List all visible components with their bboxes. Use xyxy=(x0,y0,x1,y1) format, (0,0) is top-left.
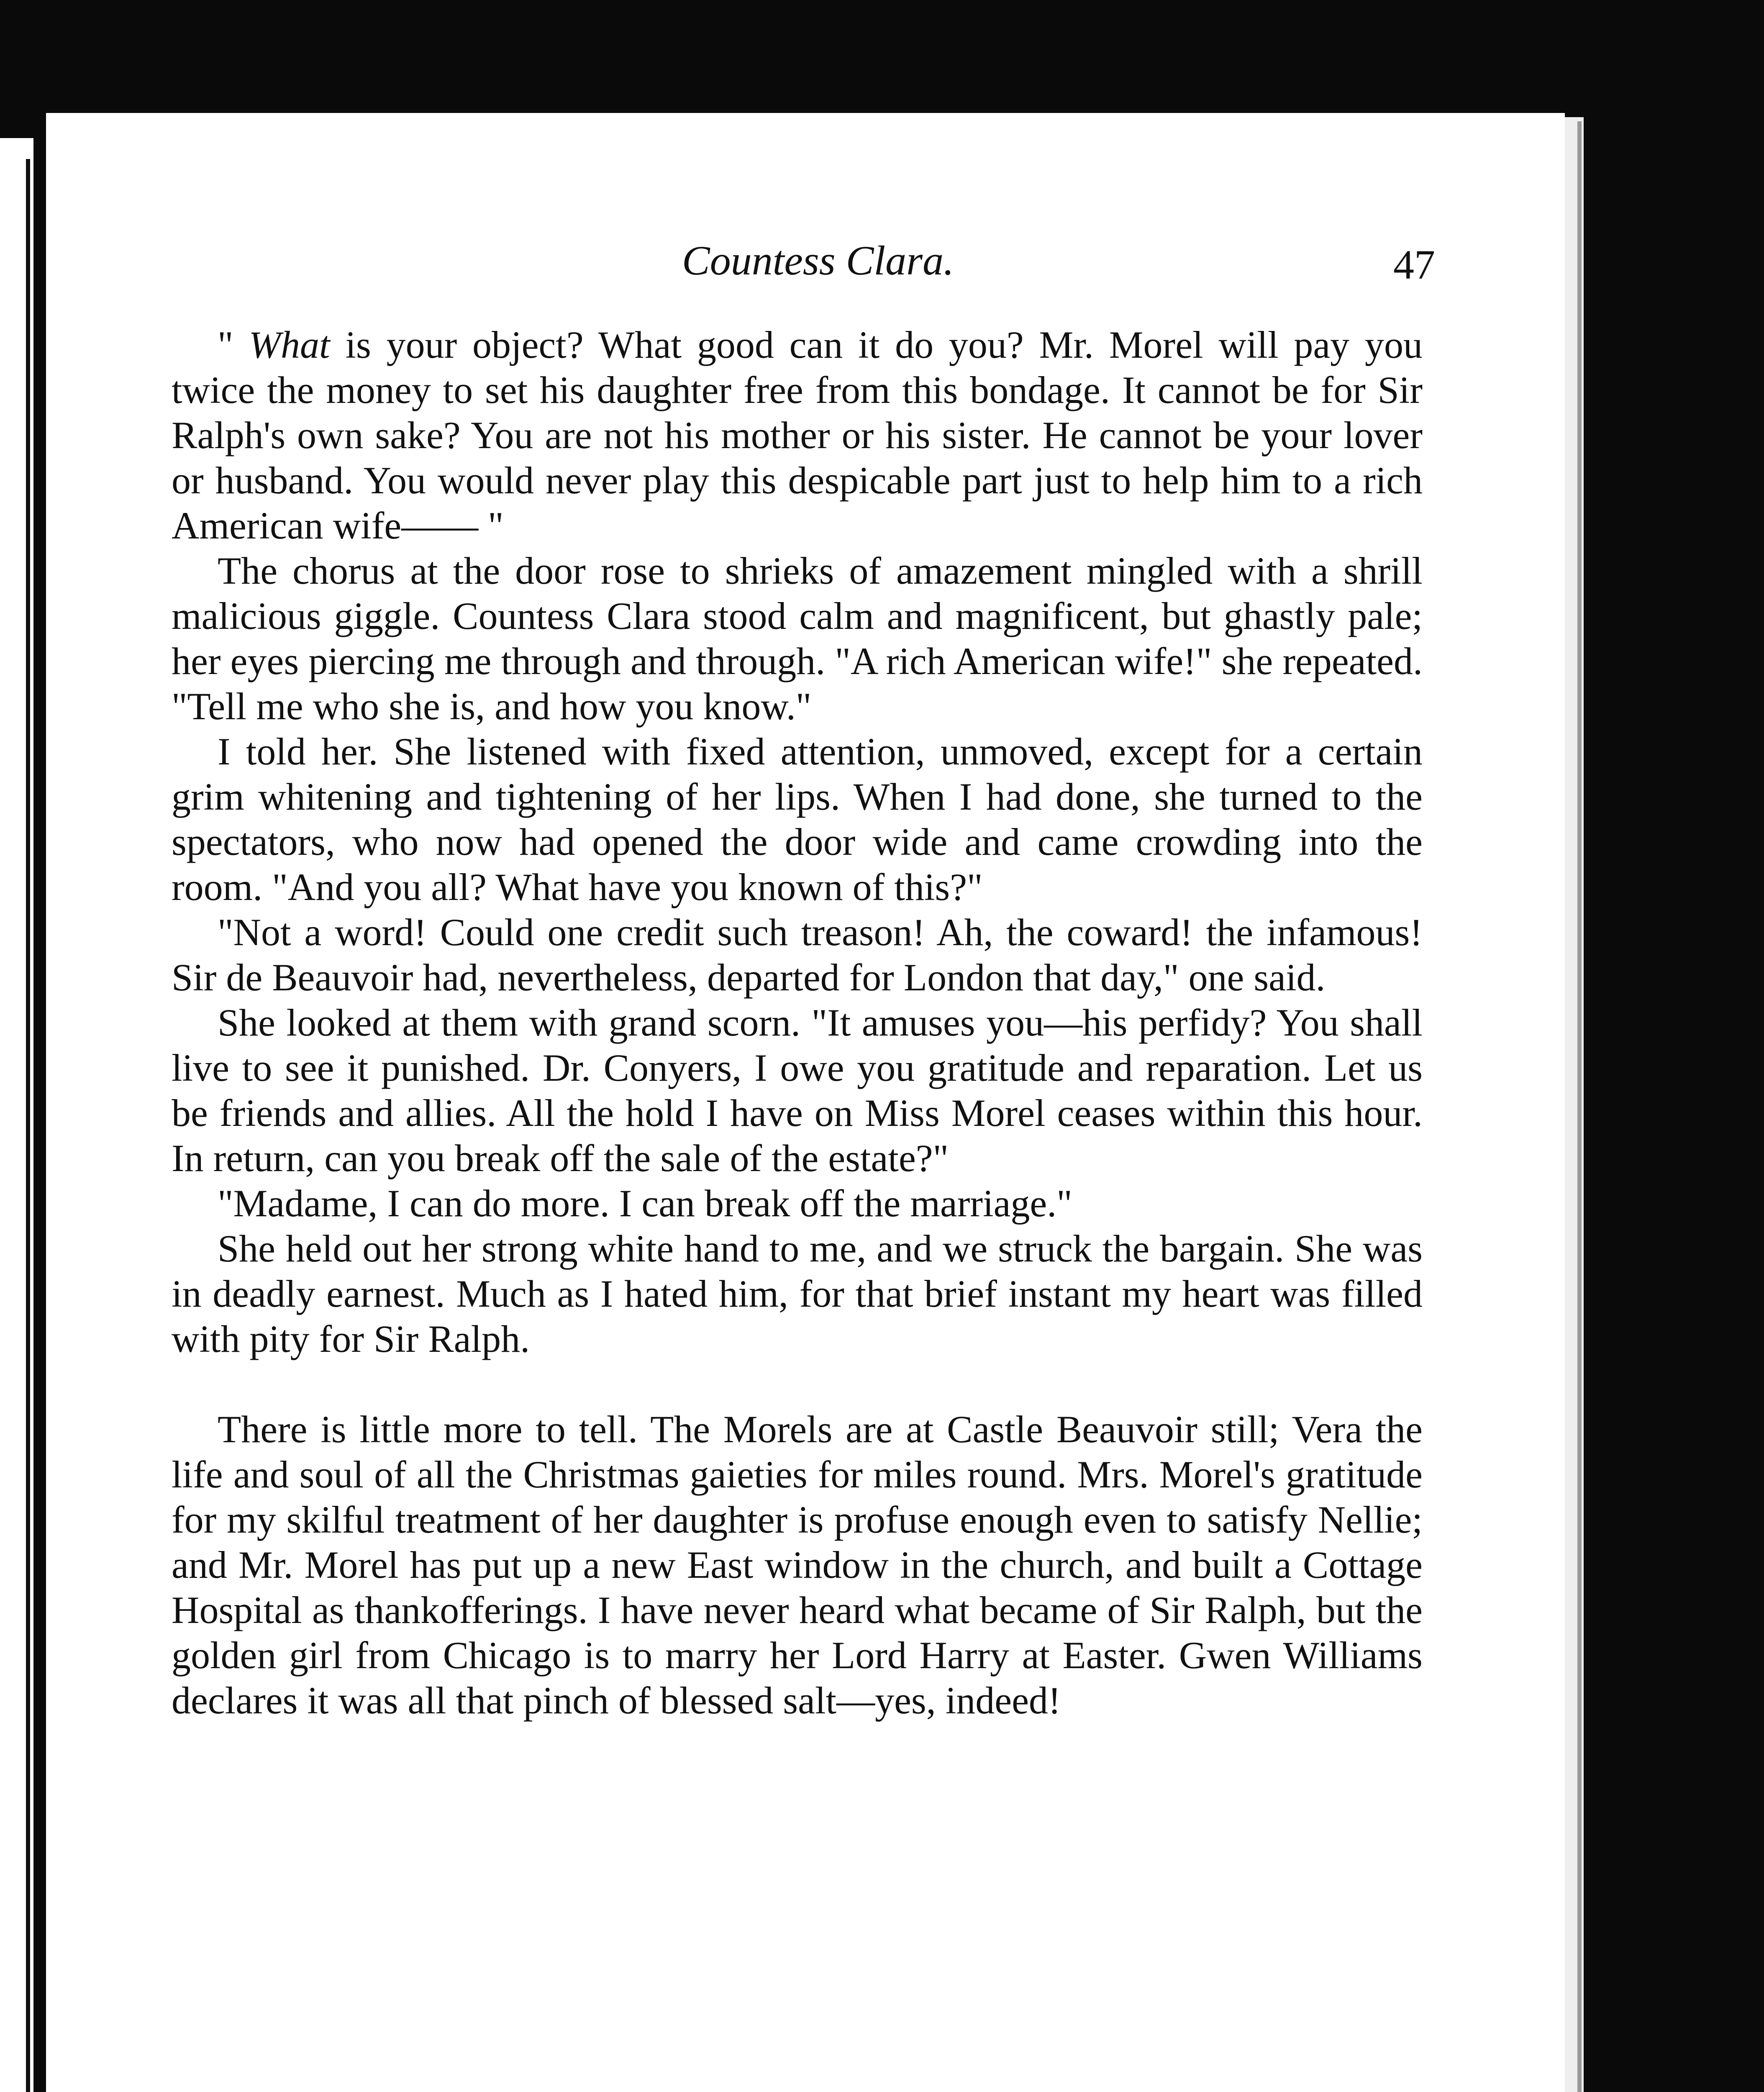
paragraph-2: The chorus at the door rose to shrieks of amazement mingled with a shrill malicious giggle. Countess Clara stood calm and magnificent, but ghastly pale; her eyes piercing me through and through. "A rich American wife!" she repeated. "Tell me who she is, and how you know." xyxy=(172,549,1423,728)
opening-quote: " xyxy=(218,323,249,366)
page-number: 47 xyxy=(1393,241,1435,288)
paragraph-3: I told her. She listened with fixed attention, unmoved, except for a certain grim whitening and tightening of her lips. When I had done, she turned to the spectators, who now had opened the door wide and came crowding into the room. "And you all? What have you known of this?" xyxy=(172,730,1423,908)
page-header xyxy=(46,236,1565,308)
right-page-edge-shadow xyxy=(1577,121,1582,2092)
paragraph-4: "Not a word! Could one credit such treason! Ah, the coward! the infamous! Sir de Beauvoir had, nevertheless, departed for London that day," one said. xyxy=(172,911,1423,999)
running-title: Countess Clara. xyxy=(682,237,954,284)
paragraph-1 xyxy=(172,322,1423,548)
paragraph-8: There is little more to tell. The Morels are at Castle Beauvoir still; Vera the life and soul of all the Christmas gaieties for miles round. Mrs. Morel's gratitude for my skilful treatment of her daughter is profuse enough even to satisfy Nellie; and Mr. Morel has put up a new East window in the church, and built a Cottage Hospital as thankofferings. I have never heard what became of Sir Ralph, but the golden girl from Chicago is to marry her Lord Harry at Easter. Gwen Williams declares it was all that pinch of blessed salt—yes, indeed! xyxy=(172,1408,1423,1722)
paragraph-7: She held out her strong white hand to me, and we struck the bargain. She was in deadly earnest. Much as I hated him, for that brief instant my heart was filled with pity for Sir Ralph. xyxy=(172,1227,1423,1360)
paragraph-5: She looked at them with grand scorn. "It amuses you—his perfidy? You shall live to see it punished. Dr. Conyers, I owe you gratitude and reparation. Let us be friends and allies. All the hold I have on Miss Morel ceases within this hour. In return, can you break off the sale of the estate?" xyxy=(172,1001,1423,1179)
body-text xyxy=(172,322,1423,1723)
paragraph-6: "Madame, I can do more. I can break off the marriage." xyxy=(218,1182,1072,1225)
binding-shadow xyxy=(26,159,30,2092)
paragraph-text: is your object? What good can it do you? Mr. Morel will pay you twice the money to set his daughter free from this bondage. It cannot be for Sir Ralph's own sake? You are not his mother or his sister. He cannot be your lover or husband. You would never play this despicable part just to help him to a rich American wife—— " xyxy=(172,323,1423,547)
italic-word: What xyxy=(249,323,330,366)
